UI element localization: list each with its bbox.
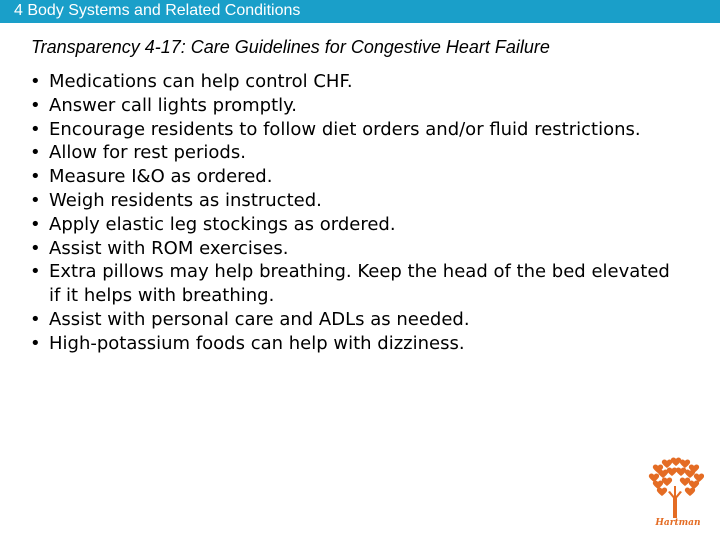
header-bar [0,0,720,23]
list-item: • Assist with ROM exercises. [30,237,670,261]
list-item: • Assist with personal care and ADLs as needed. [30,308,670,332]
list-item: • Encourage residents to follow diet orders and/or fluid restrictions. [30,118,670,142]
list-item: • Allow for rest periods. [30,141,670,165]
slide-title: Transparency 4-17: Care Guidelines for Congestive Heart Failure [31,37,550,57]
bullet-list [30,70,670,356]
header-title: 4 Body Systems and Related Conditions [14,2,301,19]
logo-wordmark: Hartman [655,518,701,528]
list-item: • Weigh residents as instructed. [30,189,670,213]
list-item: • Extra pillows may help breathing. Keep the head of the bed elevated if it helps with breathing. [30,260,670,308]
list-item: • Medications can help control CHF. [30,70,670,94]
list-item: • Apply elastic leg stockings as ordered. [30,213,670,237]
list-item: • Measure I&O as ordered. [30,165,670,189]
list-item: • High-potassium foods can help with dizziness. [30,332,670,356]
list-item: • Answer call lights promptly. [30,94,670,118]
